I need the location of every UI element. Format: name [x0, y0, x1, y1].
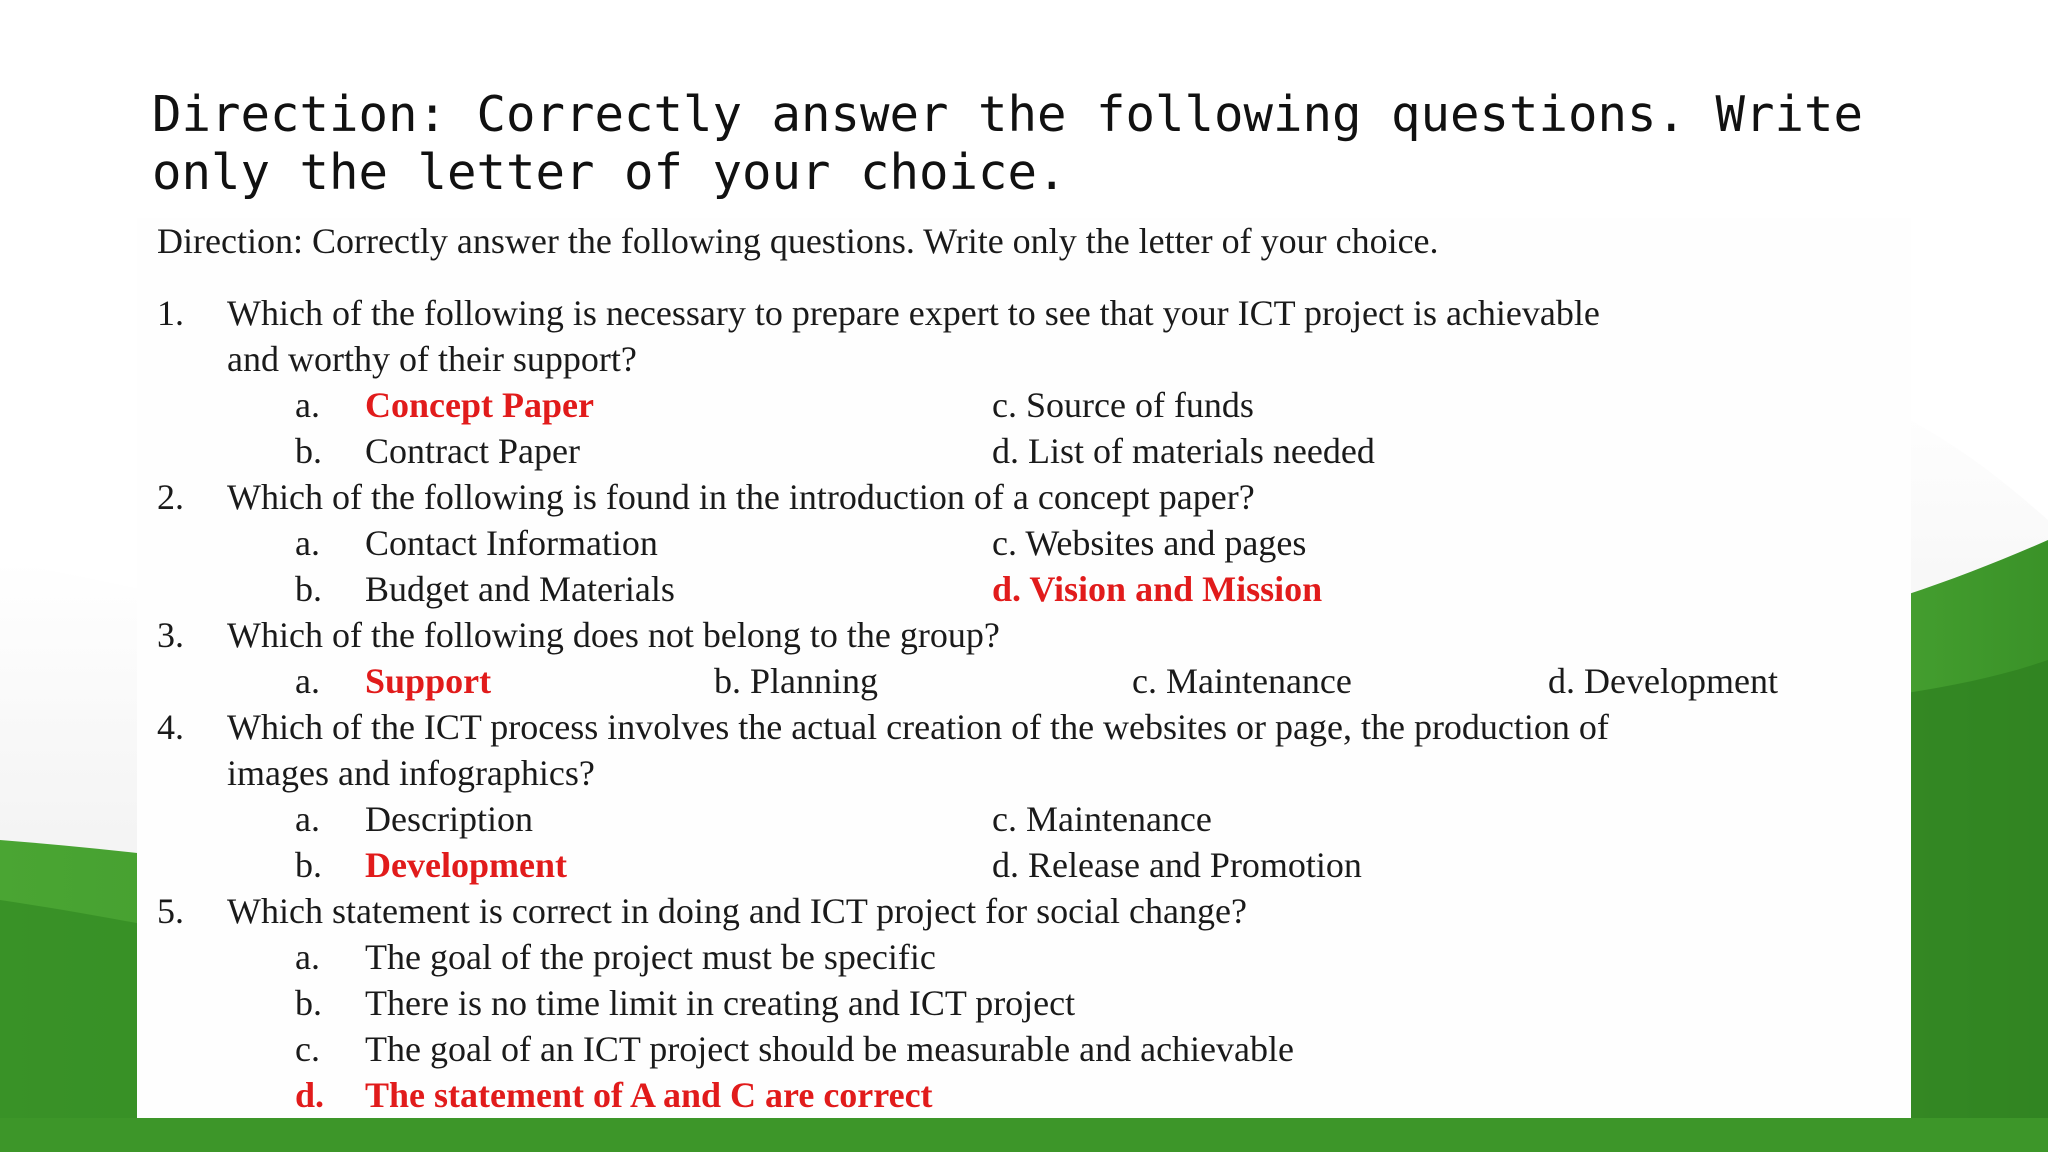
option-letter: a.	[295, 799, 320, 839]
option-text-correct: Development	[365, 845, 567, 885]
document-direction: Direction: Correctly answer the following questions. Write only the letter of your choice.	[157, 221, 1439, 261]
option-letter: b.	[295, 431, 322, 471]
option-text: Description	[365, 799, 533, 839]
option-text: Budget and Materials	[365, 569, 675, 609]
option-letter: b.	[295, 845, 322, 885]
option-text-correct: The statement of A and C are correct	[365, 1075, 933, 1115]
option-text: c. Websites and pages	[992, 523, 1307, 563]
question-number: 3.	[157, 615, 184, 655]
option-text: There is no time limit in creating and ICT project	[365, 983, 1076, 1023]
question-text: Which statement is correct in doing and ICT project for social change?	[227, 891, 1247, 931]
slide-title: Direction: Correctly answer the following questions. Write only the letter of your choice.	[152, 86, 1864, 201]
question-text-continued: images and infographics?	[227, 753, 595, 793]
option-letter: a.	[295, 523, 320, 563]
option-letter: b.	[295, 983, 322, 1023]
option-letter: a.	[295, 385, 320, 425]
option-letter-correct: d.	[295, 1075, 325, 1115]
question-number: 5.	[157, 891, 184, 931]
option-text: d. Development	[1548, 661, 1778, 701]
option-text: Contract Paper	[365, 431, 580, 471]
question-number: 4.	[157, 707, 184, 747]
option-letter: b.	[295, 569, 322, 609]
option-text: The goal of an ICT project should be measurable and achievable	[365, 1029, 1294, 1069]
question-document	[137, 218, 1911, 1118]
question-text: Which of the following does not belong to the group?	[227, 615, 1000, 655]
question-text: Which of the following is found in the introduction of a concept paper?	[227, 477, 1255, 517]
question-text: Which of the ICT process involves the actual creation of the websites or page, the production of	[227, 707, 1609, 747]
option-text: d. Release and Promotion	[992, 845, 1362, 885]
option-text: c. Maintenance	[992, 799, 1212, 839]
option-letter: a.	[295, 661, 320, 701]
question-text-continued: and worthy of their support?	[227, 339, 637, 379]
option-letter: a.	[295, 937, 320, 977]
option-text: The goal of the project must be specific	[365, 937, 936, 977]
option-text: c. Source of funds	[992, 385, 1254, 425]
option-text: b. Planning	[714, 661, 879, 701]
option-text: Contact Information	[365, 523, 658, 563]
option-text-correct: Concept Paper	[365, 385, 594, 425]
question-number: 2.	[157, 477, 184, 517]
option-text-correct: d. Vision and Mission	[992, 569, 1323, 609]
question-number: 1.	[157, 293, 184, 333]
option-letter: c.	[295, 1029, 320, 1069]
option-text: d. List of materials needed	[992, 431, 1375, 471]
option-text: c. Maintenance	[1132, 661, 1352, 701]
question-text: Which of the following is necessary to prepare expert to see that your ICT project is achievable	[227, 293, 1600, 333]
option-text-correct: Support	[365, 661, 492, 701]
